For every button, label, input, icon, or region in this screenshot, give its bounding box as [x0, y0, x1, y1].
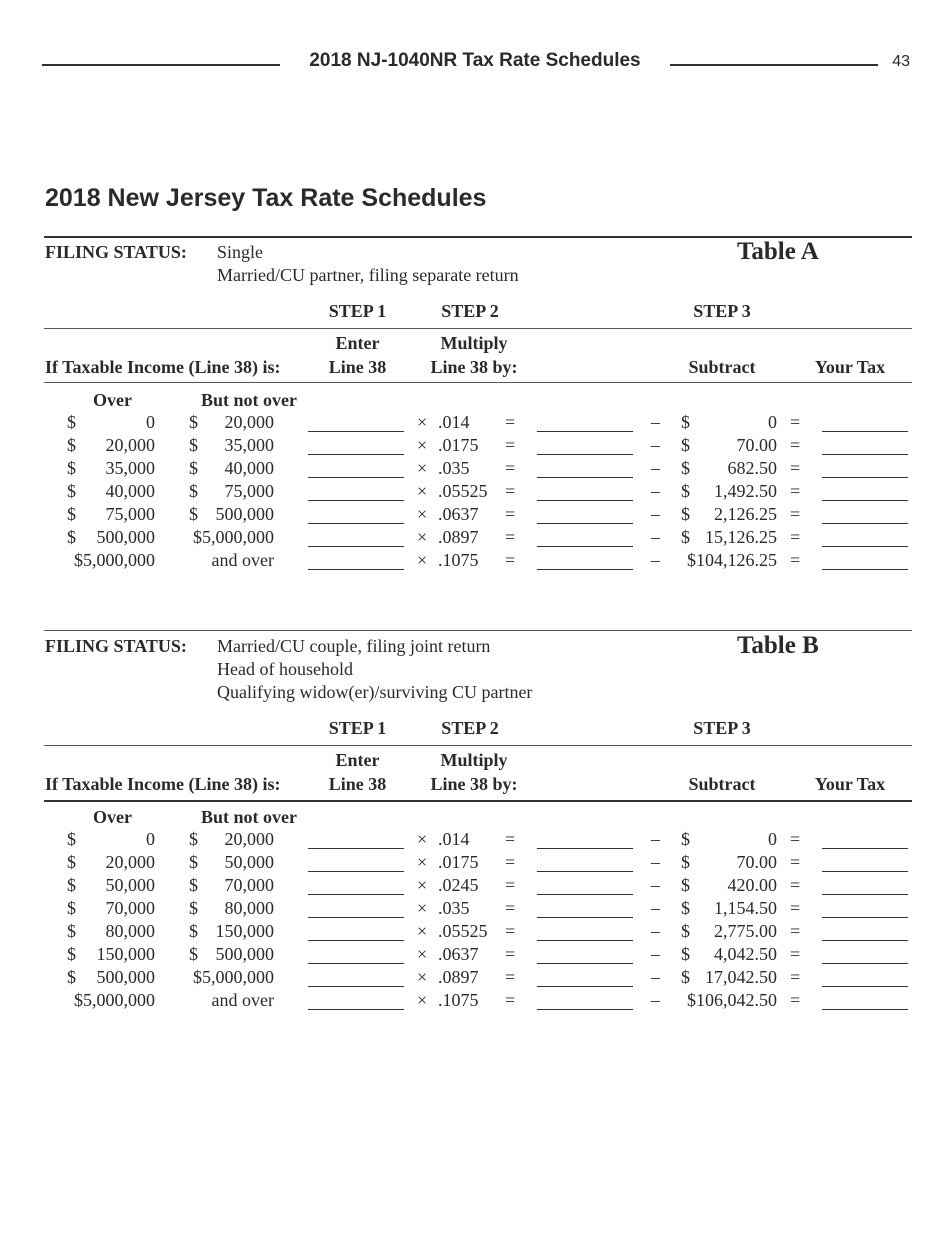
subtract-dollar-sign: $: [681, 967, 690, 987]
your-tax-heading: Your Tax: [814, 774, 886, 794]
equals-sign: =: [505, 852, 516, 872]
your-tax-entry-field[interactable]: [822, 500, 908, 501]
tax-rate: .1075: [438, 550, 479, 570]
product-entry-field[interactable]: [537, 894, 633, 895]
your-tax-entry-field[interactable]: [822, 569, 908, 570]
over-dollar-sign: $: [67, 875, 76, 895]
subtract-dollar-sign: $: [681, 504, 690, 524]
not-over-dollar-sign: $: [189, 921, 198, 941]
subtract-amount: $106,042.50: [687, 990, 777, 1010]
over-dollar-sign: $: [67, 435, 76, 455]
tax-rate: .05525: [438, 921, 488, 941]
equals-sign: =: [505, 435, 516, 455]
minus-sign: –: [651, 852, 660, 872]
minus-sign: –: [651, 829, 660, 849]
filing-status-line-3: Qualifying widow(er)/surviving CU partner: [217, 682, 533, 702]
times-sign: ×: [417, 829, 428, 849]
equals-sign: =: [505, 412, 516, 432]
minus-sign: –: [651, 458, 660, 478]
enter-heading: Enter: [335, 333, 380, 353]
subtract-dollar-sign: $: [681, 481, 690, 501]
line38-heading: Line 38: [328, 357, 387, 377]
product-entry-field[interactable]: [537, 871, 633, 872]
not-over-amount: 80,000: [224, 898, 274, 918]
equals-sign: =: [505, 990, 516, 1010]
tax-rate: .035: [438, 458, 470, 478]
not-over-amount: 500,000: [215, 944, 274, 964]
times-sign: ×: [417, 435, 428, 455]
tax-rate: .035: [438, 898, 470, 918]
over-dollar-sign: $: [67, 852, 76, 872]
over-dollar-sign: $: [67, 458, 76, 478]
line38-entry-field[interactable]: [308, 569, 404, 570]
table-row: [0, 875, 950, 898]
tax-rate: .0175: [438, 852, 479, 872]
table-row: [0, 458, 950, 481]
your-tax-entry-field[interactable]: [822, 848, 908, 849]
subtract-dollar-sign: $: [681, 875, 690, 895]
table-b-section: [0, 630, 950, 1010]
product-entry-field[interactable]: [537, 917, 633, 918]
equals-sign: =: [790, 435, 801, 455]
table-row: [0, 435, 950, 458]
table-row: [0, 921, 950, 944]
subtract-amount: 0: [768, 829, 777, 849]
line38-entry-field[interactable]: [308, 454, 404, 455]
over-amount: 80,000: [105, 921, 155, 941]
equals-sign: =: [790, 527, 801, 547]
equals-sign: =: [790, 852, 801, 872]
product-entry-field[interactable]: [537, 546, 633, 547]
table-row: [0, 990, 950, 1013]
tax-rate: .0245: [438, 875, 479, 895]
equals-sign: =: [505, 875, 516, 895]
line38-by-heading: Line 38 by:: [430, 357, 518, 377]
your-tax-entry-field[interactable]: [822, 917, 908, 918]
but-not-over-heading: But not over: [201, 807, 297, 827]
table-a-section: [0, 236, 950, 576]
over-dollar-sign: $: [67, 921, 76, 941]
times-sign: ×: [417, 944, 428, 964]
over-dollar-sign: $: [67, 412, 76, 432]
not-over-dollar-sign: $: [189, 435, 198, 455]
equals-sign: =: [790, 550, 801, 570]
equals-sign: =: [505, 829, 516, 849]
over-amount: 40,000: [105, 481, 155, 501]
subtract-heading: Subtract: [688, 774, 756, 794]
subtract-amount: 2,126.25: [714, 504, 777, 524]
minus-sign: –: [651, 412, 660, 432]
product-entry-field[interactable]: [537, 454, 633, 455]
if-taxable-heading: If Taxable Income (Line 38) is:: [45, 357, 281, 377]
minus-sign: –: [651, 527, 660, 547]
equals-sign: =: [790, 875, 801, 895]
step1-heading: STEP 1: [328, 301, 387, 321]
over-amount: 50,000: [105, 875, 155, 895]
your-tax-entry-field[interactable]: [822, 523, 908, 524]
not-over-dollar-sign: $: [189, 829, 198, 849]
subtract-dollar-sign: $: [681, 435, 690, 455]
step3-heading: STEP 3: [693, 718, 751, 738]
times-sign: ×: [417, 527, 428, 547]
over-amount: 75,000: [105, 504, 155, 524]
subtract-dollar-sign: $: [681, 527, 690, 547]
over-heading: Over: [93, 390, 132, 410]
subtract-dollar-sign: $: [681, 412, 690, 432]
not-over-amount: 40,000: [224, 458, 274, 478]
page-number: 43: [892, 53, 910, 70]
over-amount: 500,000: [96, 527, 155, 547]
line38-entry-field[interactable]: [308, 848, 404, 849]
over-amount: 150,000: [96, 944, 155, 964]
steps-rule: [44, 745, 912, 746]
times-sign: ×: [417, 921, 428, 941]
equals-sign: =: [790, 990, 801, 1010]
table-row: [0, 944, 950, 967]
minus-sign: –: [651, 504, 660, 524]
equals-sign: =: [790, 458, 801, 478]
product-entry-field[interactable]: [537, 848, 633, 849]
your-tax-entry-field[interactable]: [822, 894, 908, 895]
over-dollar-sign: $: [67, 504, 76, 524]
heading-rule: [44, 382, 912, 383]
subtract-dollar-sign: $: [681, 852, 690, 872]
over-dollar-sign: $: [67, 944, 76, 964]
subtract-amount: 0: [768, 412, 777, 432]
filing-status-line-1: Married/CU couple, filing joint return: [217, 636, 491, 656]
tax-rate: .0897: [438, 527, 479, 547]
times-sign: ×: [417, 875, 428, 895]
your-tax-entry-field[interactable]: [822, 1009, 908, 1010]
over-amount: 20,000: [105, 435, 155, 455]
step1-heading: STEP 1: [328, 718, 387, 738]
filing-status-line-2: Head of household: [217, 659, 353, 679]
not-over-amount: 75,000: [224, 481, 274, 501]
line38-entry-field[interactable]: [308, 477, 404, 478]
table-row: [0, 829, 950, 852]
if-taxable-heading: If Taxable Income (Line 38) is:: [45, 774, 281, 794]
subtract-amount: 1,492.50: [714, 481, 777, 501]
times-sign: ×: [417, 504, 428, 524]
but-not-over-heading: But not over: [201, 390, 297, 410]
subtract-amount: 420.00: [727, 875, 777, 895]
line38-entry-field[interactable]: [308, 871, 404, 872]
subtract-dollar-sign: $: [681, 921, 690, 941]
line38-entry-field[interactable]: [308, 1009, 404, 1010]
times-sign: ×: [417, 852, 428, 872]
subtract-amount: 70.00: [736, 435, 777, 455]
table-row: [0, 852, 950, 875]
table-b-label: Table B: [737, 632, 819, 659]
page-title: 2018 New Jersey Tax Rate Schedules: [45, 184, 487, 212]
equals-sign: =: [790, 944, 801, 964]
tax-rate: .014: [438, 829, 470, 849]
equals-sign: =: [790, 898, 801, 918]
subtract-dollar-sign: $: [681, 944, 690, 964]
table-row: [0, 481, 950, 504]
not-over-amount: 20,000: [224, 412, 274, 432]
not-over-dollar-sign: $: [189, 898, 198, 918]
times-sign: ×: [417, 898, 428, 918]
not-over-dollar-sign: $: [189, 944, 198, 964]
table-a-label: Table A: [737, 238, 819, 265]
tax-rate: .05525: [438, 481, 488, 501]
step2-heading: STEP 2: [441, 718, 499, 738]
subtract-amount: 4,042.50: [714, 944, 777, 964]
product-entry-field[interactable]: [537, 523, 633, 524]
over-dollar-sign: $: [67, 829, 76, 849]
minus-sign: –: [651, 944, 660, 964]
equals-sign: =: [790, 504, 801, 524]
times-sign: ×: [417, 990, 428, 1010]
minus-sign: –: [651, 550, 660, 570]
multiply-heading: Multiply: [440, 333, 508, 353]
equals-sign: =: [790, 967, 801, 987]
table-b-top-rule: [44, 630, 912, 631]
your-tax-entry-field[interactable]: [822, 986, 908, 987]
line38-by-heading: Line 38 by:: [430, 774, 518, 794]
subtract-amount: 17,042.50: [705, 967, 777, 987]
over-amount: $5,000,000: [74, 550, 155, 570]
over-dollar-sign: $: [67, 967, 76, 987]
equals-sign: =: [505, 504, 516, 524]
minus-sign: –: [651, 921, 660, 941]
enter-heading: Enter: [335, 750, 380, 770]
your-tax-entry-field[interactable]: [822, 871, 908, 872]
times-sign: ×: [417, 481, 428, 501]
filing-status-label: FILING STATUS:: [45, 636, 187, 656]
header-rule-right: [670, 64, 878, 66]
not-over-dollar-sign: $: [189, 412, 198, 432]
times-sign: ×: [417, 550, 428, 570]
filing-status-line-2: Married/CU partner, filing separate return: [217, 265, 519, 285]
not-over-amount: and over: [211, 550, 274, 570]
over-amount: 0: [146, 412, 155, 432]
equals-sign: =: [505, 550, 516, 570]
minus-sign: –: [651, 435, 660, 455]
over-heading: Over: [93, 807, 132, 827]
line38-entry-field[interactable]: [308, 523, 404, 524]
equals-sign: =: [505, 898, 516, 918]
filing-status-line-1: Single: [217, 242, 264, 262]
product-entry-field[interactable]: [537, 477, 633, 478]
tax-rate: .1075: [438, 990, 479, 1010]
not-over-dollar-sign: $: [189, 504, 198, 524]
product-entry-field[interactable]: [537, 1009, 633, 1010]
subtract-amount: 1,154.50: [714, 898, 777, 918]
subtract-amount: 70.00: [736, 852, 777, 872]
table-row: [0, 412, 950, 435]
line38-entry-field[interactable]: [308, 940, 404, 941]
equals-sign: =: [790, 481, 801, 501]
your-tax-entry-field[interactable]: [822, 454, 908, 455]
equals-sign: =: [790, 412, 801, 432]
not-over-amount: $5,000,000: [193, 527, 274, 547]
equals-sign: =: [505, 944, 516, 964]
over-amount: 70,000: [105, 898, 155, 918]
subtract-dollar-sign: $: [681, 898, 690, 918]
line38-entry-field[interactable]: [308, 894, 404, 895]
over-amount: $5,000,000: [74, 990, 155, 1010]
table-row: [0, 527, 950, 550]
subtract-amount: $104,126.25: [687, 550, 777, 570]
not-over-dollar-sign: $: [189, 875, 198, 895]
over-dollar-sign: $: [67, 481, 76, 501]
tax-rate: .0897: [438, 967, 479, 987]
step2-heading: STEP 2: [441, 301, 499, 321]
times-sign: ×: [417, 412, 428, 432]
your-tax-entry-field[interactable]: [822, 963, 908, 964]
subtract-amount: 2,775.00: [714, 921, 777, 941]
equals-sign: =: [790, 921, 801, 941]
product-entry-field[interactable]: [537, 500, 633, 501]
table-row: [0, 898, 950, 921]
not-over-dollar-sign: $: [189, 458, 198, 478]
tax-rate: .0175: [438, 435, 479, 455]
line38-entry-field[interactable]: [308, 963, 404, 964]
times-sign: ×: [417, 458, 428, 478]
subtract-amount: 15,126.25: [705, 527, 777, 547]
minus-sign: –: [651, 967, 660, 987]
table-row: [0, 550, 950, 573]
your-tax-entry-field[interactable]: [822, 477, 908, 478]
subtract-dollar-sign: $: [681, 829, 690, 849]
equals-sign: =: [505, 481, 516, 501]
over-amount: 500,000: [96, 967, 155, 987]
your-tax-entry-field[interactable]: [822, 546, 908, 547]
product-entry-field[interactable]: [537, 431, 633, 432]
minus-sign: –: [651, 875, 660, 895]
equals-sign: =: [505, 458, 516, 478]
equals-sign: =: [505, 921, 516, 941]
over-amount: 20,000: [105, 852, 155, 872]
multiply-heading: Multiply: [440, 750, 508, 770]
not-over-amount: 20,000: [224, 829, 274, 849]
minus-sign: –: [651, 990, 660, 1010]
not-over-amount: $5,000,000: [193, 967, 274, 987]
not-over-amount: 50,000: [224, 852, 274, 872]
times-sign: ×: [417, 967, 428, 987]
product-entry-field[interactable]: [537, 963, 633, 964]
your-tax-entry-field[interactable]: [822, 940, 908, 941]
over-amount: 35,000: [105, 458, 155, 478]
equals-sign: =: [790, 829, 801, 849]
subtract-heading: Subtract: [688, 357, 756, 377]
header-rule-left: [42, 64, 280, 66]
over-amount: 0: [146, 829, 155, 849]
minus-sign: –: [651, 481, 660, 501]
line38-heading: Line 38: [328, 774, 387, 794]
subtract-amount: 682.50: [727, 458, 777, 478]
line38-entry-field[interactable]: [308, 431, 404, 432]
running-header-title: 2018 NJ-1040NR Tax Rate Schedules: [309, 50, 641, 71]
not-over-amount: 35,000: [224, 435, 274, 455]
not-over-dollar-sign: $: [189, 852, 198, 872]
table-row: [0, 967, 950, 990]
line38-entry-field[interactable]: [308, 500, 404, 501]
product-entry-field[interactable]: [537, 940, 633, 941]
line38-entry-field[interactable]: [308, 986, 404, 987]
your-tax-entry-field[interactable]: [822, 431, 908, 432]
filing-status-label: FILING STATUS:: [45, 242, 187, 262]
product-entry-field[interactable]: [537, 569, 633, 570]
your-tax-heading: Your Tax: [814, 357, 886, 377]
subtract-dollar-sign: $: [681, 458, 690, 478]
over-dollar-sign: $: [67, 527, 76, 547]
table-row: [0, 504, 950, 527]
tax-rate: .014: [438, 412, 470, 432]
not-over-amount: and over: [211, 990, 274, 1010]
tax-rate: .0637: [438, 944, 479, 964]
not-over-amount: 500,000: [215, 504, 274, 524]
not-over-amount: 70,000: [224, 875, 274, 895]
heading-rule: [44, 800, 912, 802]
line38-entry-field[interactable]: [308, 546, 404, 547]
over-dollar-sign: $: [67, 898, 76, 918]
not-over-amount: 150,000: [215, 921, 274, 941]
product-entry-field[interactable]: [537, 986, 633, 987]
not-over-dollar-sign: $: [189, 481, 198, 501]
equals-sign: =: [505, 527, 516, 547]
equals-sign: =: [505, 967, 516, 987]
steps-rule: [44, 328, 912, 329]
minus-sign: –: [651, 898, 660, 918]
step3-heading: STEP 3: [693, 301, 751, 321]
line38-entry-field[interactable]: [308, 917, 404, 918]
tax-rate: .0637: [438, 504, 479, 524]
